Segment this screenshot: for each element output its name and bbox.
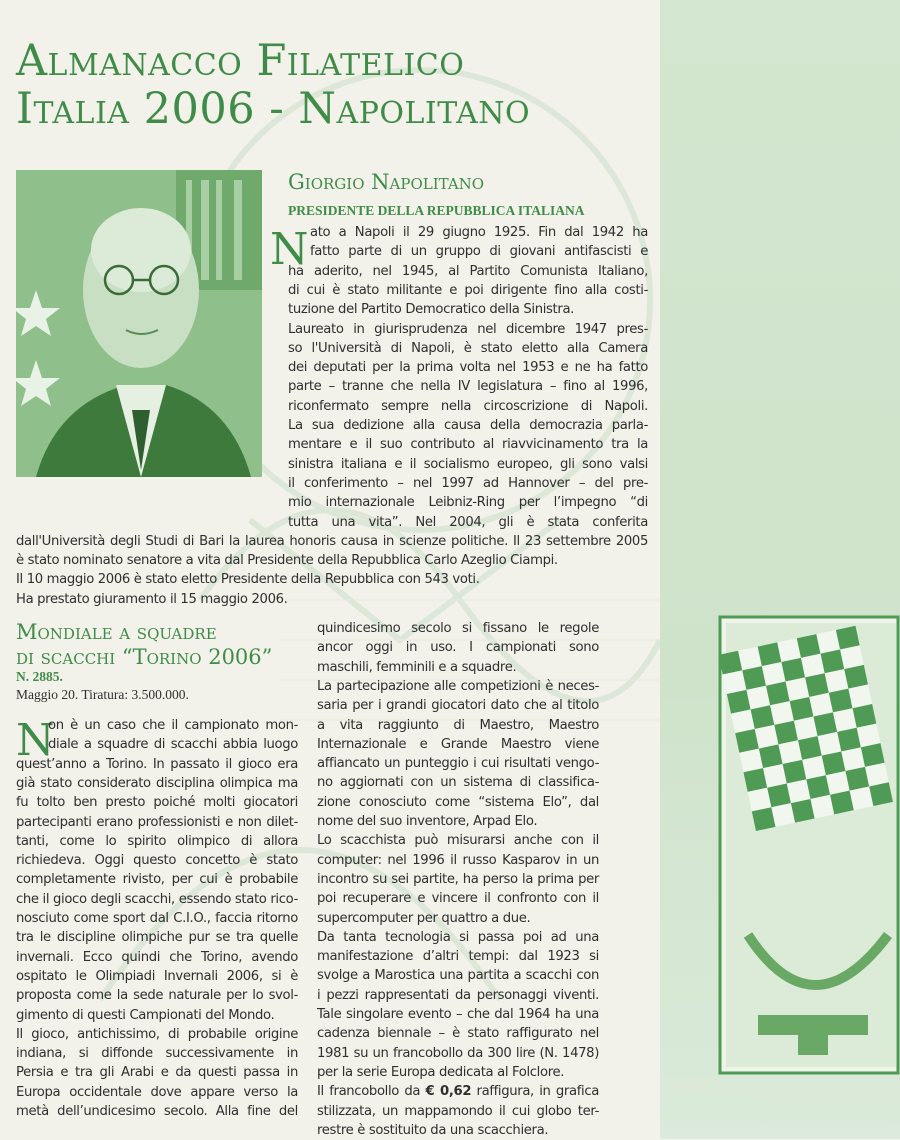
chessboard-square — [719, 651, 743, 675]
chessboard-square — [771, 803, 795, 827]
chessboard-square — [755, 725, 779, 749]
chessboard-square — [770, 701, 794, 725]
text-line: metà dell’undicesimo secolo. Alla fine del — [16, 1104, 298, 1119]
text-line: Europa occidentale dove appare verso la — [16, 1084, 298, 1100]
chessboard-square — [744, 768, 768, 792]
text-line: a vita raggiunto di Maestro, Maestro — [317, 717, 599, 733]
text-line: è stato nominato senatore a vita dal Presidente della Repubblica Carlo Azeglio Ciampi. — [16, 553, 558, 569]
chessboard-square — [801, 654, 825, 678]
text-line: Il francobollo da € 0,62 raffigura, in grafica — [317, 1084, 599, 1100]
text-line: no aggiornati con un sistema di classifica- — [317, 775, 599, 791]
chessboard-square — [762, 662, 786, 686]
chessboard-square — [833, 708, 857, 732]
chessboard-square — [848, 684, 872, 708]
text-line: i pezzi rappresentati da personaggi viventi. — [317, 987, 599, 1003]
chessboard-square — [758, 642, 782, 666]
text-line: Tale singolare evento – che dal 1964 ha una — [317, 1007, 599, 1022]
text-line: maschili, femminili e a squadre. — [317, 659, 517, 675]
text-line: stilizzata, un mappamondo il cui globo ter- — [317, 1103, 599, 1119]
text-line: dall'Università degli Studi di Bari la laurea honoris causa in scienze politiche. Il 23 settembre 2005 — [16, 533, 648, 549]
text-line: dei deputati per la prima volta nel 1953 e ne ha fatto — [288, 360, 648, 376]
chessboard-square — [818, 732, 842, 756]
stamp-value: € 0,62 — [425, 1084, 472, 1100]
chessboard-square — [781, 658, 805, 682]
article-drop-cap: N — [16, 715, 55, 766]
text-line: mentare e il suo contributo al riavvicinamento tra la — [288, 437, 648, 453]
chessboard-square — [739, 749, 763, 773]
text-line: 1981 su un francobollo da 300 lire (N. 1478) — [317, 1045, 599, 1061]
text-line: che il gioco degli scacchi, essendo stato rico- — [16, 891, 299, 907]
text-line: Il gioco, antichissimo, di probabile origine — [16, 1026, 298, 1042]
chessboard-square — [805, 673, 829, 697]
text-line: ospitato le Olimpiadi Invernali 2006, si è — [16, 968, 298, 984]
chessboard-square — [811, 795, 835, 819]
text-line: Da tanta tecnologia si passa poi ad una — [317, 929, 599, 945]
portrait-photo — [16, 170, 262, 477]
text-line: indiana, si diffonde successivamente in — [16, 1046, 298, 1062]
text-line: di cui è stato militante e poi dirigente fino alla costi- — [288, 282, 648, 298]
chessboard-square — [735, 729, 759, 753]
text-line: parte – tranne che nella IV legislatura – fino al 1996, — [288, 379, 648, 395]
chessboard-square — [783, 760, 807, 784]
chessboard-square — [853, 704, 877, 728]
text-line: supercomputer per quattro a due. — [317, 910, 531, 926]
text-line: fatto parte di un gruppo di giovani antifascisti e — [310, 244, 648, 260]
chessboard-square — [813, 712, 837, 736]
chessboard-square — [791, 799, 815, 823]
text-line: cadenza biennale – è stato raffigurato nel — [317, 1026, 599, 1042]
chessboard-square — [869, 782, 893, 806]
text-line: nome del suo inventore, Arpad Elo. — [317, 814, 538, 829]
stamp-number: N. 2885. — [16, 669, 63, 684]
chessboard-square — [797, 634, 821, 658]
text-line: svolge a Marostica una partita a scacchi con — [317, 968, 599, 984]
text-line: ha aderito, nel 1945, al Partito Comunista Italiano, — [288, 263, 648, 279]
text-line: partecipanti erano professionisti e non dilet- — [16, 814, 298, 830]
text-line: Internazionale e Grande Maestro viene — [317, 736, 599, 752]
chessboard-square — [806, 775, 830, 799]
chessboard-square — [822, 751, 846, 775]
bio-name-heading: Giorgio Napolitano — [288, 170, 485, 194]
chessboard-square — [830, 791, 854, 815]
chessboard-square — [837, 728, 861, 752]
chessboard-square — [731, 709, 755, 733]
text-line: La sua dedizione alla causa della democrazia parla- — [288, 418, 648, 433]
chessboard-square — [723, 670, 747, 694]
chessboard-square — [786, 677, 810, 701]
chessboard-square — [825, 669, 849, 693]
chessboard-square — [850, 786, 874, 810]
chessboard-square — [865, 763, 889, 787]
chessboard-square — [746, 686, 770, 710]
chessboard-square — [821, 650, 845, 674]
chessboard-square — [844, 665, 868, 689]
chessboard-square — [845, 767, 869, 791]
chessboard-square — [751, 705, 775, 729]
text-line: Persia e tra gli Arabi e da questi passa in — [16, 1065, 298, 1081]
text-line: Ha prestato giuramento il 15 maggio 2006. — [16, 591, 288, 607]
text-line: nosciuto come sport dal C.I.O., faccia ritorno — [16, 911, 298, 926]
article-heading-line1: Mondiale a squadre — [16, 620, 217, 644]
chessboard-square — [777, 638, 801, 662]
stamp-image-chessboard-globe — [718, 615, 900, 1075]
text-line: già stato considerato disciplina olimpica ma — [16, 775, 298, 791]
text-line: gimento di questi Campionati del Mondo. — [16, 1007, 275, 1023]
text-line: tuzione del Partito Democratico della Sinistra. — [288, 302, 575, 318]
chessboard-square — [763, 764, 787, 788]
page-title-line2: Italia 2006 - Napolitano — [16, 84, 531, 134]
text-line: zione conosciuto come “sistema Elo”, dal — [317, 794, 599, 810]
chessboard-square — [829, 689, 853, 713]
chessboard-square — [787, 779, 811, 803]
text-line: per la serie Europa dedicata al Folclore. — [317, 1064, 565, 1080]
chessboard-square — [759, 744, 783, 768]
chessboard-square — [861, 743, 885, 767]
chessboard-square — [809, 693, 833, 717]
chessboard-square — [766, 682, 790, 706]
text-line: on è un caso che il campionato mon- — [48, 718, 298, 733]
text-line: ato a Napoli il 29 giugno 1925. Fin dal 1942 ha — [310, 225, 648, 240]
chessboard-square — [774, 721, 798, 745]
text-line: il conferimento – nel 1997 ad Hannover – del pre- — [288, 475, 648, 491]
text-line: saria per i grandi giocatori dato che al titolo — [317, 698, 599, 714]
text-line: so l'Università di Napoli, è stato eletto alla Camera — [288, 340, 648, 356]
chessboard-square — [742, 666, 766, 690]
chessboard-square — [798, 736, 822, 760]
chessboard-square — [841, 747, 865, 771]
text-line: tra le discipline olimpiche pur se tra quelle — [16, 930, 298, 946]
text-line: diale a squadre di scacchi abbia luogo — [48, 737, 298, 753]
chessboard-square — [826, 771, 850, 795]
bio-role-subheading: PRESIDENTE DELLA REPUBBLICA ITALIANA — [288, 203, 585, 218]
text-line: Lo scacchista può misurarsi anche con il — [317, 833, 599, 849]
text-line: Laureato in giurisprudenza nel dicembre 1947 pres- — [288, 321, 648, 337]
text-line: quindicesimo secolo si fissano le regole — [317, 621, 599, 636]
text-line: manifestazione d’altri tempi: dal 1923 si — [317, 949, 599, 965]
text-line: riconfermato sempre nella circoscrizione di Napoli. — [288, 398, 648, 414]
text-line: poi recuperare e vincere il confronto con il — [317, 891, 599, 907]
chessboard-square — [857, 724, 881, 748]
text-line: completamente rivisto, per cui è probabile — [16, 872, 298, 888]
text-line: tanti, come lo spirito olimpico di allora — [16, 833, 298, 849]
page-title-line1: Almanacco Filatelico — [16, 36, 465, 86]
chessboard-square — [802, 756, 826, 780]
chessboard-square — [840, 645, 864, 669]
text-line: invernali. Ecco quindi che Torino, avendo — [16, 949, 298, 965]
chessboard-square — [738, 647, 762, 671]
text-line: sinistra italiana e il socialismo europeo, gli sono valsi — [288, 456, 648, 472]
text-line: quest’anno a Torino. In passato il gioco era — [16, 756, 298, 772]
text-line: restre è sostituito da una scacchiera. — [317, 1122, 549, 1138]
article-heading-line2: di scacchi “Torino 2006” — [16, 645, 273, 669]
bio-drop-cap: N — [270, 224, 309, 275]
chessboard-square — [748, 788, 772, 812]
text-line: incontro su sei partite, ha perso la prima per — [317, 871, 599, 887]
text-line: mio internazionale Leibniz-Ring per l’impegno “di — [288, 495, 648, 511]
chessboard-square — [816, 630, 840, 654]
chessboard-square — [836, 626, 860, 650]
chessboard-square — [790, 697, 814, 721]
text-line: Il 10 maggio 2006 è stato eletto Presidente della Repubblica con 543 voti. — [16, 572, 480, 588]
chessboard-square — [794, 717, 818, 741]
stamp-issue-info: Maggio 20. Tiratura: 3.500.000. — [16, 687, 189, 702]
text-line: La partecipazione alle competizioni è neces- — [317, 678, 599, 694]
chessboard-square — [778, 740, 802, 764]
text-line: proposta come la sede naturale per lo svol- — [16, 988, 298, 1004]
chessboard-square — [767, 784, 791, 808]
text-line: affiancato un punteggio i cui risultati vengo- — [317, 756, 599, 772]
chessboard-square — [752, 807, 776, 831]
text-line: richiedeva. Oggi questo concetto è stato — [16, 853, 298, 869]
chessboard-square — [727, 690, 751, 714]
text-line: computer: nel 1996 il russo Kasparov in un — [317, 852, 599, 868]
text-line: fu tolto ben presto poiché molti giocatori — [16, 795, 298, 811]
text-line: tutta una vita”. Nel 2004, gli è stata conferita — [288, 514, 648, 530]
text-line: ancor oggi in uso. I campionati sono — [317, 640, 599, 656]
